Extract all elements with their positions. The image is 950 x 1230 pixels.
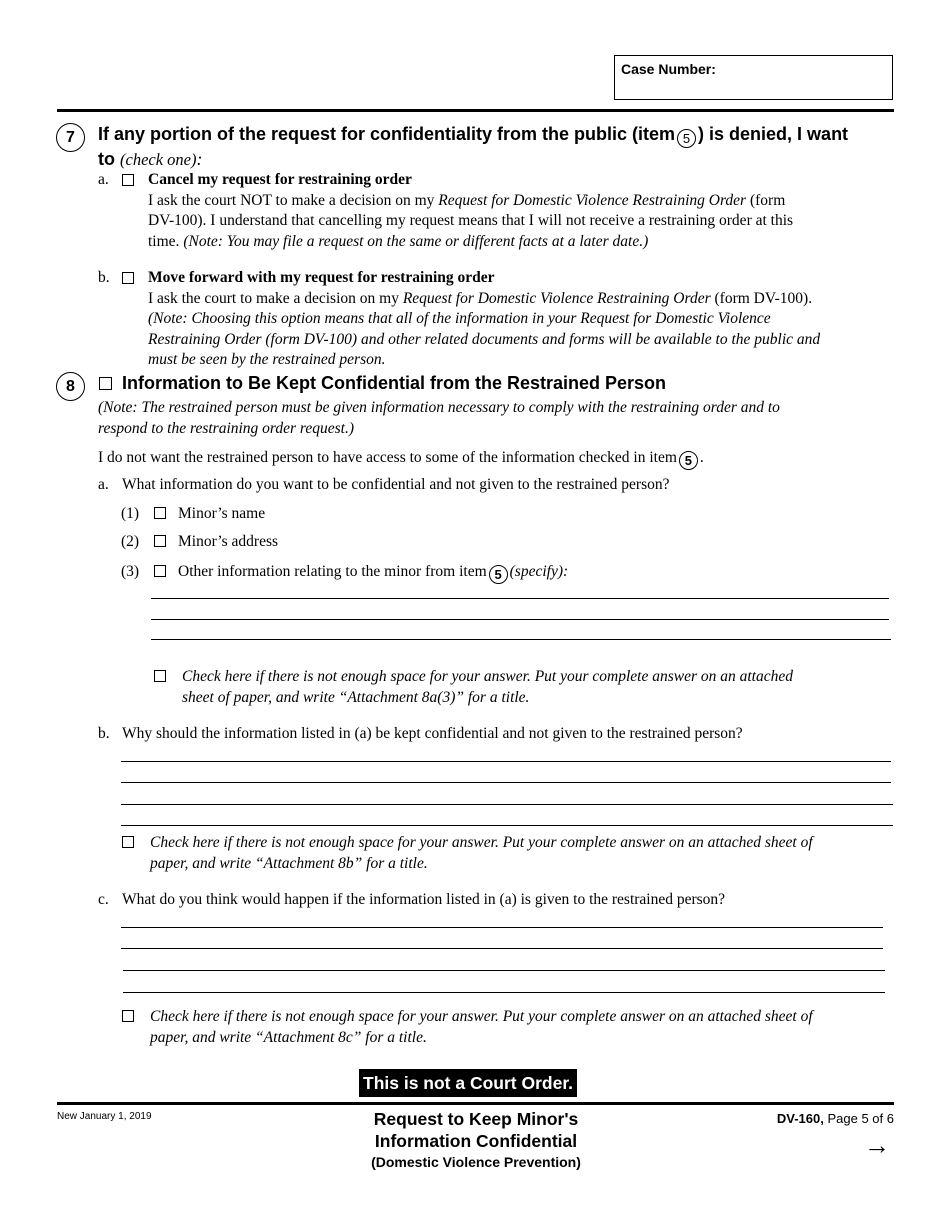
item-8a-opt2-num: (2) — [121, 533, 140, 550]
form-id: DV-160, — [776, 1111, 824, 1126]
item-8a-opt2-checkbox[interactable] — [154, 535, 166, 547]
item-8c-letter: c. — [98, 891, 109, 908]
item-ref-5: 5 — [489, 565, 508, 584]
item-8a-opt1-checkbox[interactable] — [154, 507, 166, 519]
page-indicator — [777, 1111, 894, 1126]
item-7a-note: (Note: You may file a request on the same or different facts at a later date.) — [183, 232, 649, 250]
item-7b-text1: I ask the court to make a decision on my — [148, 289, 403, 307]
item-8a-opt3-label — [178, 563, 568, 584]
item-7-heading-text: If any portion of the request for confidentiality from the public (item — [98, 124, 676, 144]
item-7a-text1-end: (form — [746, 191, 786, 209]
item-7a-letter: a. — [98, 171, 109, 188]
item-8-intro — [98, 449, 898, 470]
item-7a-text3: time. — [148, 232, 184, 250]
item-8a-question: What information do you want to be confidential and not given to the restrained person? — [122, 476, 670, 493]
item-8c-answer-line[interactable] — [123, 992, 885, 993]
item-8a-attachment-text — [182, 667, 892, 708]
item-7b-form-name: Request for Domestic Violence Restraining Order — [402, 289, 711, 307]
item-ref-5: 5 — [679, 451, 698, 470]
page-number: Page 5 of 6 — [823, 1111, 894, 1126]
item-7-heading-line2: to — [98, 149, 115, 169]
colon: : — [196, 149, 203, 169]
item-8-checkbox[interactable] — [99, 377, 112, 390]
item-7b-title: Move forward with my request for restraining order — [148, 269, 495, 286]
item-8b-attachment-text — [150, 833, 895, 874]
item-7b-note1: (Note: Choosing this option means that all of the information in your Request for Domestic Violence — [148, 310, 771, 327]
item-8a-answer-line[interactable] — [151, 619, 889, 620]
item-8-note — [98, 398, 898, 439]
item-8b-attach2: paper, and write “Attachment 8b” for a title. — [150, 854, 428, 872]
item-8a-answer-line[interactable] — [151, 639, 891, 640]
item-7-number: 7 — [56, 123, 85, 152]
item-7b-text1-end: (form DV-100). — [710, 289, 813, 307]
item-8c-answer-line[interactable] — [123, 970, 885, 971]
item-8-note1: (Note: The restrained person must be given information necessary to comply with the restraining order and to — [98, 399, 780, 416]
item-8a-answer-line[interactable] — [151, 598, 889, 599]
item-8a-opt2-label: Minor’s address — [178, 533, 279, 550]
form-subtitle: (Domestic Violence Prevention) — [371, 1154, 581, 1170]
item-8a-attachment-checkbox[interactable] — [154, 670, 166, 682]
item-8b-answer-line[interactable] — [121, 782, 891, 783]
item-8-number: 8 — [56, 372, 85, 401]
item-8a-opt3-text: Other information relating to the minor from item — [178, 563, 487, 580]
item-8c-attach1: Check here if there is not enough space for your answer. Put your complete answer on an attached sheet of — [150, 1008, 813, 1025]
item-8b-answer-line[interactable] — [121, 804, 893, 805]
item-8a-attach1: Check here if there is not enough space for your answer. Put your complete answer on an attached — [182, 668, 793, 685]
item-8b-attachment-checkbox[interactable] — [122, 836, 134, 848]
next-page-arrow-icon[interactable]: → — [864, 1130, 890, 1160]
form-title — [326, 1108, 626, 1172]
item-8c-attach2: paper, and write “Attachment 8c” for a title. — [150, 1028, 427, 1046]
item-8-intro-end: . — [699, 449, 704, 466]
form-title-line1: Request to Keep Minor's — [373, 1109, 579, 1129]
item-8c-question: What do you think would happen if the information listed in (a) is given to the restrained person? — [122, 891, 726, 908]
item-8b-answer-line[interactable] — [121, 761, 891, 762]
item-8b-letter: b. — [98, 725, 110, 742]
item-8-note2: respond to the restraining order request.) — [98, 419, 355, 437]
item-8-heading: Information to Be Kept Confidential from the Restrained Person — [122, 373, 667, 393]
item-8c-answer-line[interactable] — [121, 948, 883, 949]
specify-label: (specify): — [509, 563, 569, 580]
item-8a-opt1-num: (1) — [121, 505, 140, 522]
check-one-label: (check one) — [120, 150, 197, 169]
item-8a-opt1-label: Minor’s name — [178, 505, 266, 522]
item-8b-attach1: Check here if there is not enough space for your answer. Put your complete answer on an attached sheet of — [150, 834, 813, 851]
item-7b-block — [148, 268, 908, 371]
item-7-heading-text-2: ) is denied, I want — [698, 124, 849, 144]
item-7b-letter: b. — [98, 269, 110, 286]
item-8a-letter: a. — [98, 476, 109, 493]
item-8c-answer-line[interactable] — [121, 927, 883, 928]
item-7a-form-name: Request for Domestic Violence Restraining Order — [438, 191, 747, 209]
top-rule — [57, 109, 894, 112]
item-ref-5: 5 — [677, 129, 696, 148]
item-8a-opt3-num: (3) — [121, 563, 140, 580]
item-7-heading — [98, 123, 898, 171]
case-number-box[interactable] — [614, 55, 893, 100]
item-7b-note3: must be seen by the restrained person. — [148, 351, 386, 368]
item-7b-checkbox[interactable] — [122, 272, 134, 284]
item-7a-title: Cancel my request for restraining order — [148, 171, 412, 188]
case-number-label: Case Number: — [621, 61, 716, 77]
item-8-intro-text: I do not want the restrained person to have access to some of the information checked in item — [98, 449, 677, 466]
bottom-rule — [57, 1102, 894, 1105]
item-8c-attachment-text — [150, 1007, 895, 1048]
item-8a-attach2: sheet of paper, and write “Attachment 8a(3)” for a title. — [182, 688, 530, 706]
item-8b-question: Why should the information listed in (a) be kept confidential and not given to the restrained person? — [122, 725, 743, 742]
form-title-line2: Information Confidential — [374, 1131, 578, 1151]
item-7a-text1: I ask the court NOT to make a decision on my — [148, 191, 439, 209]
not-court-order-banner: This is not a Court Order. — [359, 1069, 577, 1097]
item-7b-note2: Restraining Order (form DV-100) and other related documents and forms will be available to the public and — [148, 330, 821, 348]
item-8c-attachment-checkbox[interactable] — [122, 1010, 134, 1022]
item-7a-text2: DV-100). I understand that cancelling my request means that I will not receive a restraining order at this — [148, 212, 794, 229]
revision-date: New January 1, 2019 — [57, 1111, 152, 1122]
item-8b-answer-line[interactable] — [121, 825, 893, 826]
item-8a-opt3-checkbox[interactable] — [154, 565, 166, 577]
item-7a-checkbox[interactable] — [122, 174, 134, 186]
item-7a-block — [148, 170, 908, 252]
